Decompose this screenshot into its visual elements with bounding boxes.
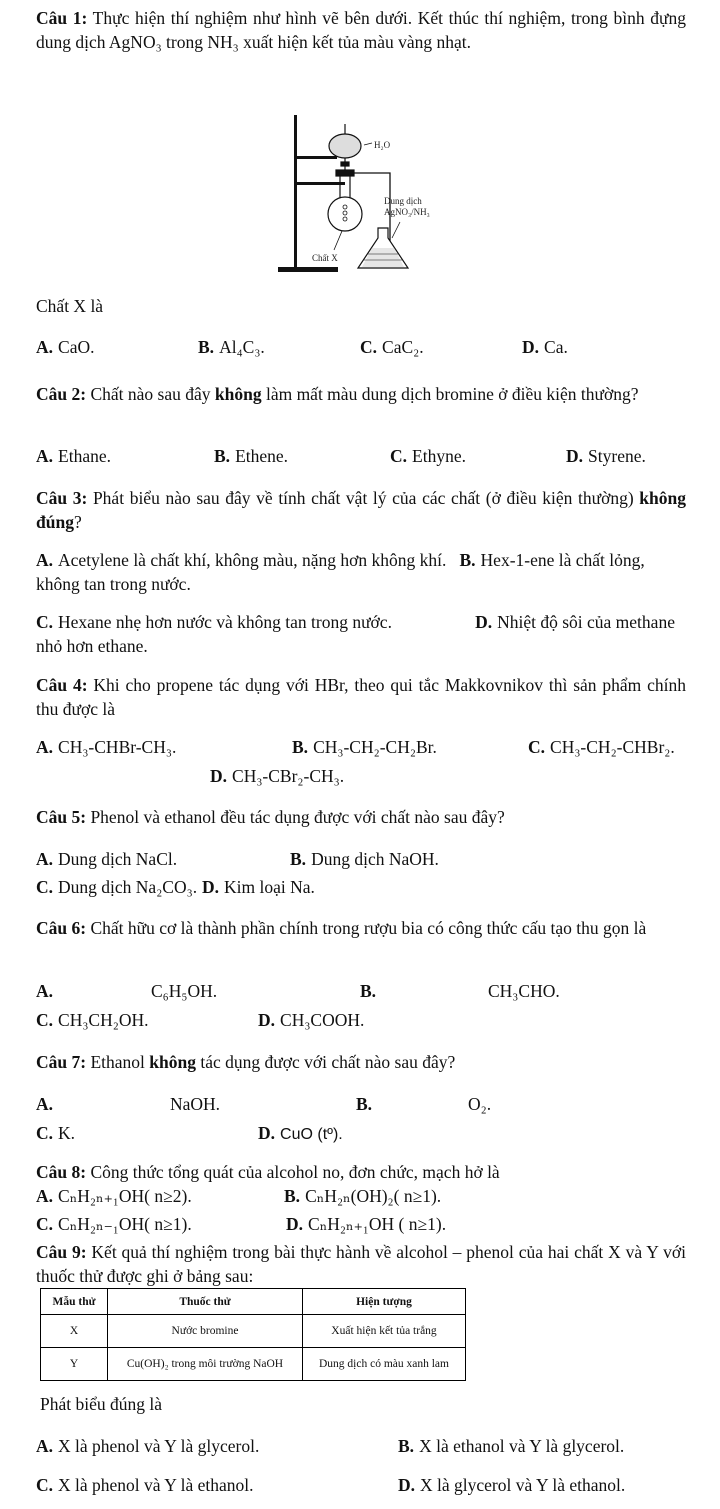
question-8-options-abc xyxy=(36,1184,686,1234)
question-7-options-ab: A. NaOH. B. O₂. xyxy=(36,1094,492,1114)
option-c[interactable]: C. Ethyne. xyxy=(390,446,466,466)
experiment-apparatus-figure xyxy=(268,110,438,280)
option-a[interactable]: A. CH₃-CHBr-CH₃. xyxy=(36,737,177,757)
option-c[interactable]: C. CₙH₂ₙ₋₁OH( n≥1). xyxy=(36,1214,192,1234)
option-d[interactable]: D. Kim loại Na. xyxy=(202,877,315,897)
option-a[interactable]: A. Ethane. xyxy=(36,446,111,466)
table-row xyxy=(41,1315,466,1348)
question-9-ask: Phát biểu đúng là xyxy=(40,1394,162,1414)
question-2-stem: Câu 2: Chất nào sau đây không làm mất màu dung dịch bromine ở điều kiện thường? xyxy=(36,384,639,404)
option-a[interactable]: A. xyxy=(36,1094,54,1114)
label-water: H₂O xyxy=(374,140,391,150)
option-d[interactable]: D. CH₃-CBr₂-CH₃. xyxy=(210,766,345,786)
option-b[interactable]: B. Al₄C₃. xyxy=(198,337,265,357)
question-9-options-ab xyxy=(36,1434,686,1458)
question-1-stem: Câu 1: Thực hiện thí nghiệm như hình vẽ bên dưới. Kết thúc thí nghiệm, trong bình đựng dung dịch AgNO₃ trong NH₃ xuất hiện kết tủa màu vàng nhạt. xyxy=(36,8,686,52)
question-4-options-abc xyxy=(36,735,686,759)
table-cell: Xuất hiện kết tủa trắng xyxy=(303,1315,466,1348)
question-number: Câu 1: xyxy=(36,8,88,28)
table-cell: Dung dịch có màu xanh lam xyxy=(303,1348,466,1381)
option-c[interactable]: C. CH₃CH₂OH. xyxy=(36,1010,149,1030)
question-1-ask: Chất X là xyxy=(36,296,104,316)
option-b[interactable]: B. Hex-1-ene là chất lỏng, không tan trong nước. xyxy=(36,550,645,594)
results-table xyxy=(40,1288,466,1381)
separatory-funnel xyxy=(329,124,361,172)
funnel-clamp xyxy=(297,156,337,159)
question-3 xyxy=(36,486,686,534)
question-7-options-cd xyxy=(36,1121,686,1145)
option-c[interactable]: C. X là phenol và Y là ethanol. xyxy=(36,1475,254,1495)
option-b[interactable]: B. xyxy=(360,981,377,1001)
option-a[interactable]: A. CaO. xyxy=(36,337,95,357)
label-substance-x: Chất X xyxy=(312,253,338,263)
question-5-options-abc xyxy=(36,847,686,897)
option-d[interactable]: D. CuO (tº). xyxy=(258,1123,343,1143)
question-4-options-d xyxy=(36,764,686,788)
question-1 xyxy=(36,6,686,54)
option-a[interactable]: A. CₙH₂ₙ₊₁OH( n≥2). xyxy=(36,1186,192,1206)
option-b[interactable]: B. CH₃-CH₂-CH₂Br. xyxy=(292,737,437,757)
question-2-options xyxy=(36,444,686,468)
option-d[interactable]: D. Nhiệt độ sôi của methane nhỏ hơn ethane. xyxy=(36,612,675,656)
option-d[interactable]: D. X là glycerol và Y là ethanol. xyxy=(398,1475,626,1495)
option-a[interactable]: A. xyxy=(36,981,54,1001)
option-c[interactable]: C. CaC₂. xyxy=(360,337,424,357)
question-3-options-cd xyxy=(36,610,686,658)
option-c[interactable]: C. Hexane nhẹ hơn nước và không tan trong nước. xyxy=(36,612,392,632)
label-solution-line2: AgNO₃/NH₃ xyxy=(384,207,430,217)
option-d[interactable]: D. Styrene. xyxy=(566,446,646,466)
question-5 xyxy=(36,805,686,829)
table-cell: X xyxy=(41,1315,108,1348)
option-a[interactable]: A. X là phenol và Y là glycerol. xyxy=(36,1436,260,1456)
option-d[interactable]: D. CH₃COOH. xyxy=(258,1010,365,1030)
stand-rod xyxy=(294,115,297,267)
option-d[interactable]: D. Ca. xyxy=(522,337,568,357)
question-7-stem: Câu 7: Ethanol không tác dụng được với chất nào sau đây? xyxy=(36,1052,456,1072)
question-6-options-cd xyxy=(36,1008,686,1032)
option-b[interactable]: B. Ethene. xyxy=(214,446,289,466)
table-header: Hiện tượng xyxy=(303,1289,466,1315)
table-cell: Cu(OH)₂ trong môi trường NaOH xyxy=(108,1348,303,1381)
question-8-stem: Câu 8: Công thức tổng quát của alcohol no, đơn chức, mạch hở là xyxy=(36,1162,500,1182)
table-cell: Nước bromine xyxy=(108,1315,303,1348)
label-solution-line1: Dung dịch xyxy=(384,196,422,206)
question-6-stem: Câu 6: Chất hữu cơ là thành phần chính trong rượu bia có công thức cấu tạo thu gọn là xyxy=(36,918,647,938)
stand-base xyxy=(278,267,338,272)
option-b[interactable]: B. xyxy=(356,1094,373,1114)
question-5-stem: Câu 5: Phenol và ethanol đều tác dụng được với chất nào sau đây? xyxy=(36,807,505,827)
option-c[interactable]: C. Dung dịch Na₂CO₃. xyxy=(36,877,198,897)
question-9-stem: Câu 9: Kết quả thí nghiệm trong bài thực hành về alcohol – phenol của hai chất X và Y với thuốc thử được ghi ở bảng sau: xyxy=(36,1242,687,1286)
question-3-stem: Câu 3: Phát biểu nào sau đây về tính chất vật lý của các chất (ở điều kiện thường) không đúng? xyxy=(36,488,686,532)
option-c[interactable]: C. CH₃-CH₂-CHBr₂. xyxy=(528,737,675,757)
question-7 xyxy=(36,1050,686,1074)
question-6 xyxy=(36,916,686,940)
option-b[interactable]: B. CₙH₂ₙ(OH)₂( n≥1). xyxy=(284,1186,442,1206)
question-3-options-ab xyxy=(36,548,686,596)
question-4-stem: Câu 4: Khi cho propene tác dụng với HBr, theo qui tắc Makkovnikov thì sản phẩm chính thu được là xyxy=(36,675,687,719)
question-1-options xyxy=(36,335,686,359)
table-header: Mẫu thử xyxy=(41,1289,108,1315)
option-a[interactable]: A. Dung dịch NaCl. xyxy=(36,849,178,869)
table-row xyxy=(41,1348,466,1381)
option-b[interactable]: B. Dung dịch NaOH. xyxy=(290,849,439,869)
table-cell: Y xyxy=(41,1348,108,1381)
question-9-options-cd xyxy=(36,1473,686,1497)
question-8 xyxy=(36,1160,686,1184)
conical-flask xyxy=(358,228,408,268)
flask-clamp xyxy=(297,182,345,185)
option-c[interactable]: C. K. xyxy=(36,1123,76,1143)
question-4 xyxy=(36,673,686,721)
round-bottom-flask xyxy=(328,170,362,231)
option-b[interactable]: B. X là ethanol và Y là glycerol. xyxy=(398,1436,625,1456)
table-header: Thuốc thử xyxy=(108,1289,303,1315)
question-6-options-ab: A. C₆H₅OH. B. CH₃CHO. xyxy=(36,981,560,1001)
table-header-row xyxy=(41,1289,466,1315)
question-2 xyxy=(36,382,686,406)
option-a[interactable]: A. Acetylene là chất khí, không màu, nặng hơn không khí. xyxy=(36,550,447,570)
option-d[interactable]: D. CₙH₂ₙ₊₁OH ( n≥1). xyxy=(286,1214,447,1234)
question-9 xyxy=(36,1240,686,1288)
